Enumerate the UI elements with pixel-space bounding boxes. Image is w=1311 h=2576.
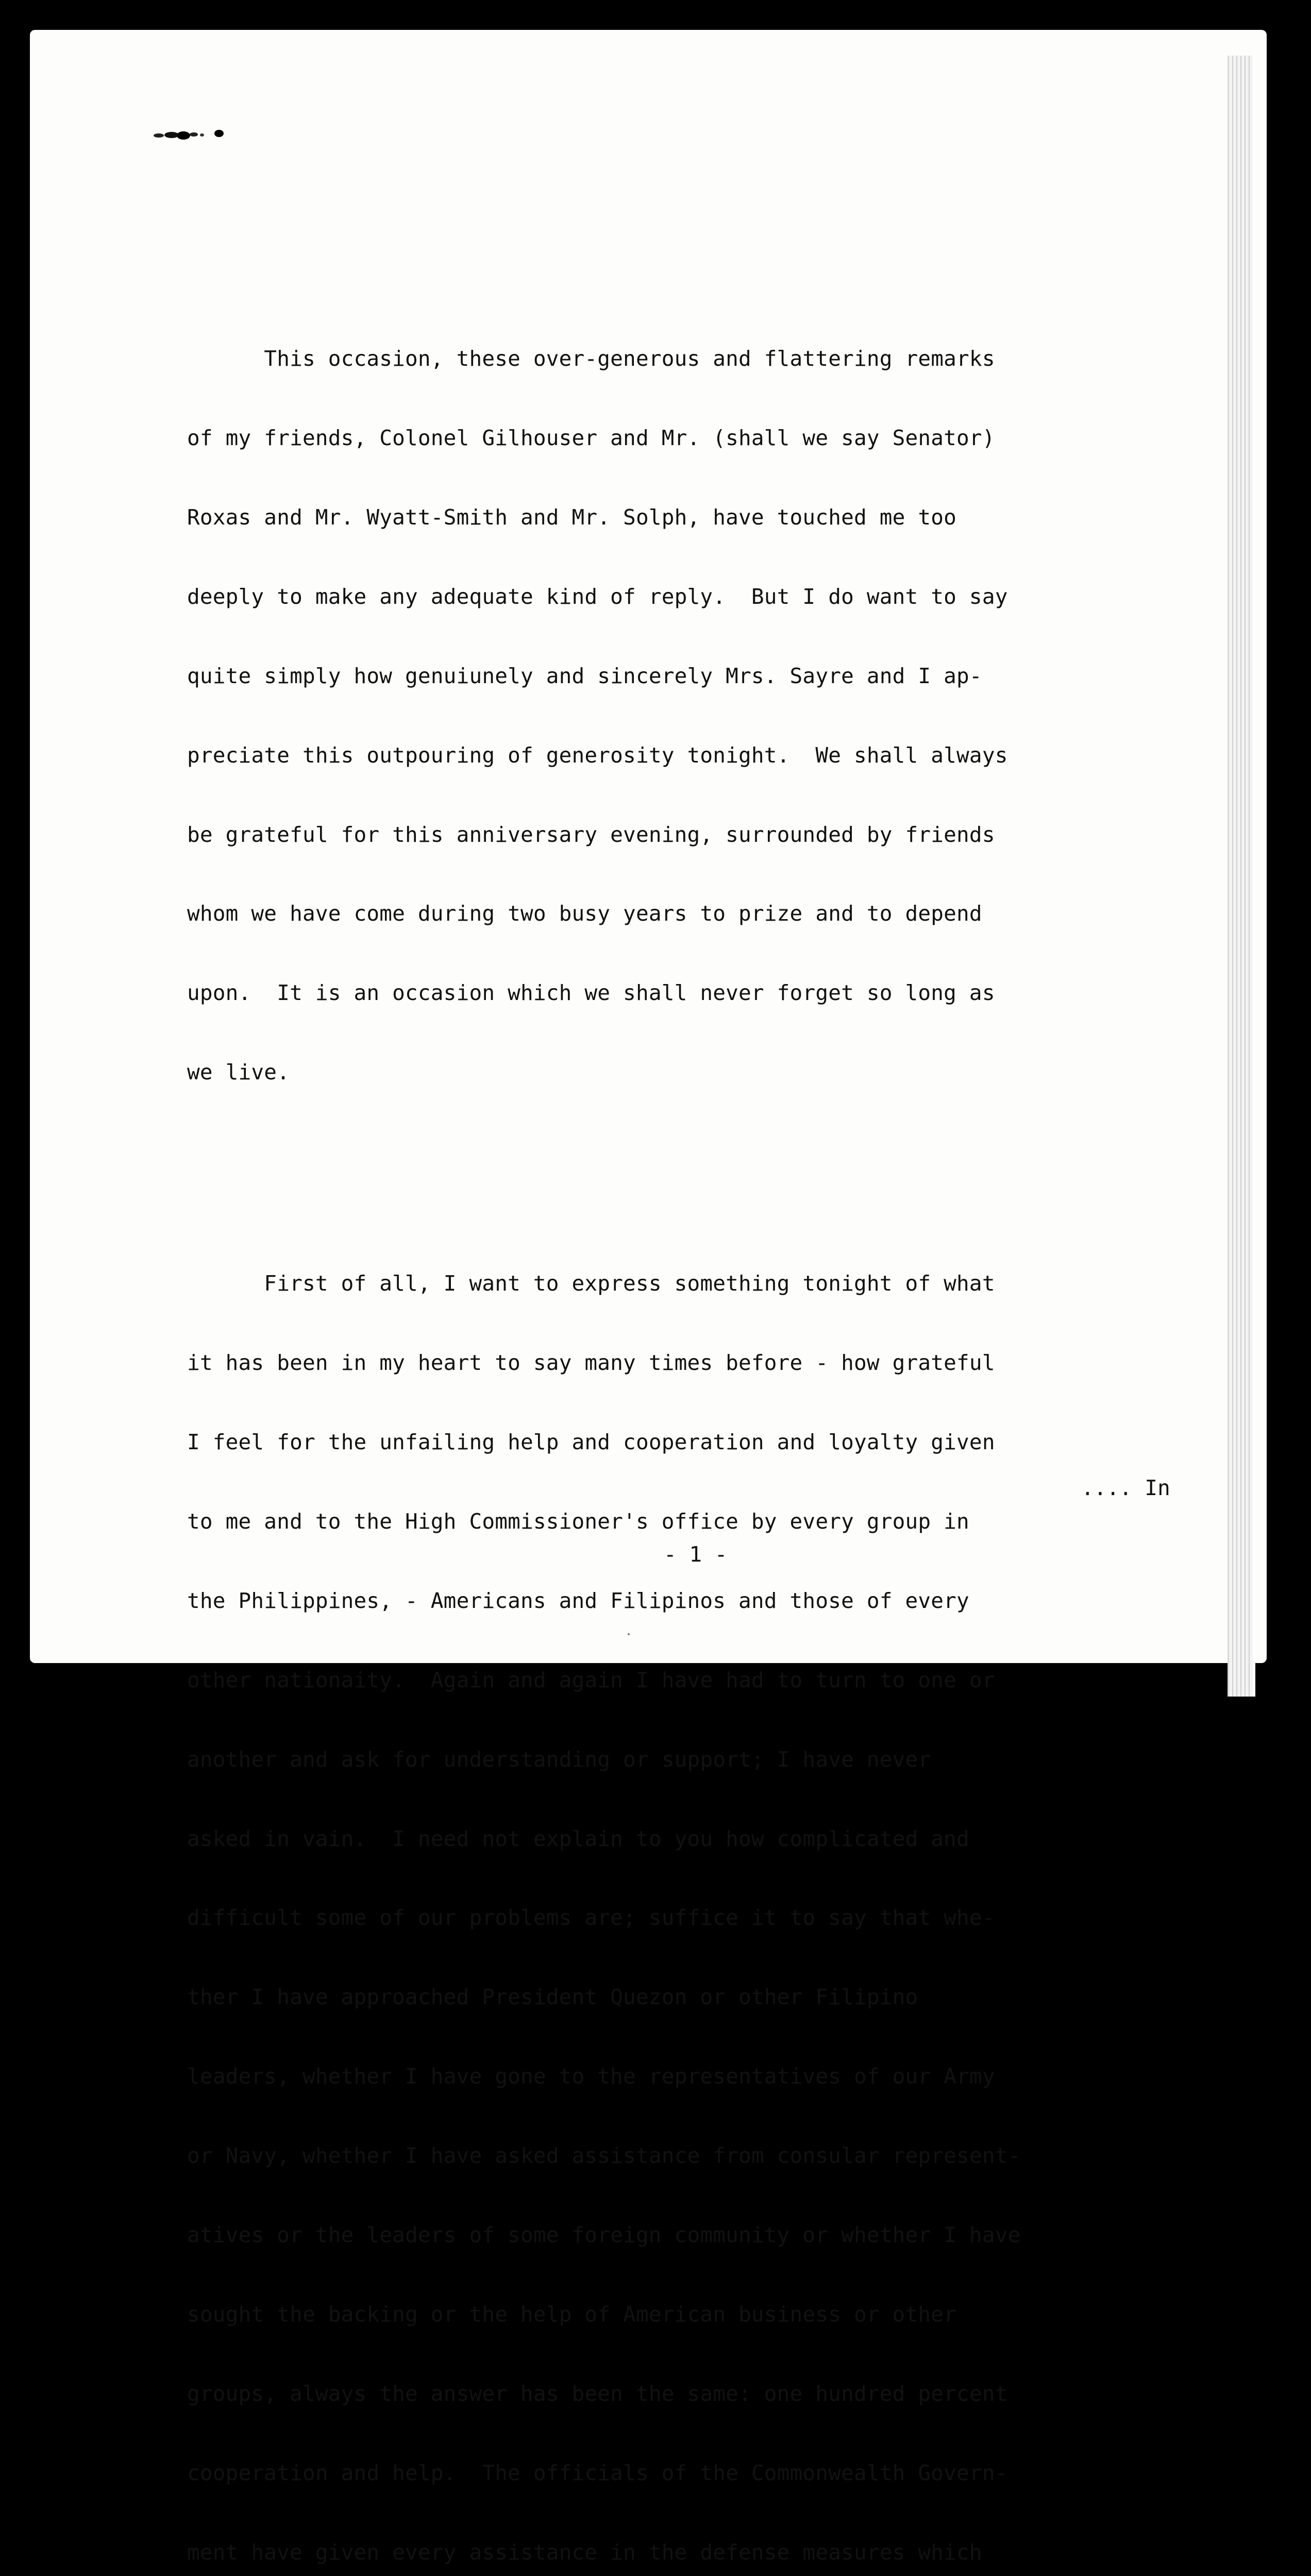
ink-blot-mark <box>148 128 236 143</box>
page-number: - 1 - <box>664 1542 728 1567</box>
text-line: sought the backing or the help of American business or other <box>187 2301 957 2327</box>
text-line: leaders, whether I have gone to the representatives of our Army <box>187 2064 995 2089</box>
text-line: groups, always the answer has been the same: one hundred percent <box>187 2381 1008 2406</box>
text-line: to me and to the High Commissioner's office by every group in <box>187 1509 969 1534</box>
text-line: of my friends, Colonel Gilhouser and Mr. (shall we say Senator) <box>187 426 995 451</box>
text-line: deeply to make any adequate kind of reply. But I do want to say <box>187 584 1008 609</box>
text-line: ment have given every assistance in the defense measures which <box>187 2539 982 2565</box>
text-line: quite simply how genuiunely and sincerely Mrs. Sayre and I ap- <box>187 663 982 688</box>
text-line: another and ask for understanding or support; I have never <box>187 1747 931 1772</box>
text-line: be grateful for this anniversary evening, surrounded by friends <box>187 822 995 847</box>
document-page <box>30 30 1267 2565</box>
text-line: atives or the leaders of some foreign community or whether I have <box>187 2222 1021 2247</box>
text-line: whom we have come during two busy years to prize and to depend <box>187 901 982 926</box>
paragraph-2 <box>187 1218 1218 2576</box>
text-line: This occasion, these over-generous and flattering remarks <box>187 346 995 371</box>
text-line: First of all, I want to express something tonight of what <box>187 1271 995 1296</box>
letter-body <box>187 240 1218 2576</box>
text-line: it has been in my heart to say many times before - how grateful <box>187 1350 995 1376</box>
text-line: upon. It is an occasion which we shall never forget so long as <box>187 980 995 1006</box>
text-line: preciate this outpouring of generosity tonight. We shall always <box>187 742 1008 768</box>
text-line: ther I have approached President Quezon or other Filipino <box>187 1985 918 2010</box>
text-line: I feel for the unfailing help and cooperation and loyalty given <box>187 1430 995 1455</box>
stacked-page-edges <box>1228 56 1255 1697</box>
text-line: other nationaity. Again and again I have had to turn to one or <box>187 1667 995 1692</box>
text-line: cooperation and help. The officials of the Commonwealth Govern- <box>187 2460 1008 2485</box>
text-line: or Navy, whether I have asked assistance from consular represent- <box>187 2143 1021 2168</box>
text-line: Roxas and Mr. Wyatt-Smith and Mr. Solph, have touched me too <box>187 504 957 530</box>
paper-speck <box>628 1633 630 1635</box>
paragraph-1 <box>187 293 1218 1139</box>
text-line: we live. <box>187 1060 290 1085</box>
text-line: difficult some of our problems are; suffice it to say that whe- <box>187 1905 995 1930</box>
catchword: .... In <box>1081 1476 1170 1500</box>
text-line: the Philippines, - Americans and Filipinos and those of every <box>187 1588 969 1613</box>
text-line: asked in vain. I need not explain to you how complicated and <box>187 1826 969 1851</box>
